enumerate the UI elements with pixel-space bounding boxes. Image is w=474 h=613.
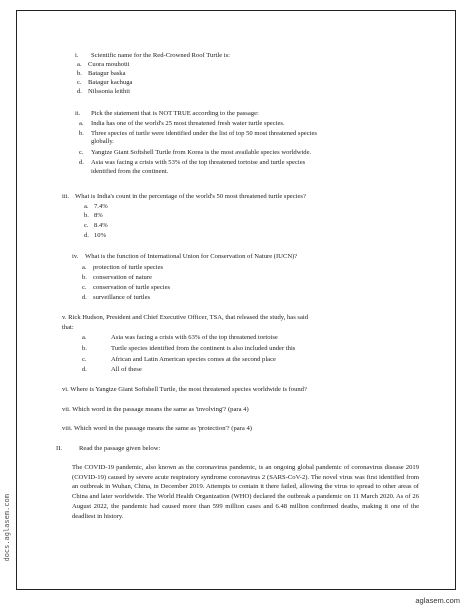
option-label: c. xyxy=(82,356,87,363)
option-label: b. xyxy=(82,345,87,352)
option-label: a. xyxy=(84,203,89,210)
option-label: b. xyxy=(82,274,87,281)
option-text: conservation of turtle species xyxy=(93,284,171,291)
option-text-continued: globally. xyxy=(91,138,114,145)
option-label: b. xyxy=(77,70,82,77)
option-label: c. xyxy=(77,79,82,86)
question-stem: What is the function of International Union for Conservation of Nature (IUCN)? xyxy=(85,253,298,260)
question-number: iv. xyxy=(72,253,79,260)
option-label: d. xyxy=(82,366,87,373)
question-8: viii. Which word in the passage means the same as 'protection'? (para 4) xyxy=(62,425,252,432)
option-text: protection of turtle species xyxy=(93,264,164,271)
question-stem: v. Rick Hudson, President and Chief Executive Officer, TSA, that released the study, has said xyxy=(62,314,309,321)
question-stem: Pick the statement that is NOT TRUE according to the passage: xyxy=(91,110,259,117)
question-stem-continued: that: xyxy=(62,324,74,331)
question-stem: What is India's count in the percentage of the world's 50 most threatened turtle species? xyxy=(75,193,306,200)
option-label: a. xyxy=(82,334,87,341)
question-stem: Scientific name for the Red-Crowned Roof Turtle is: xyxy=(91,52,230,59)
option-label: a. xyxy=(77,61,82,68)
option-text: African and Latin American species comes at the second place xyxy=(111,356,276,363)
option-label: d. xyxy=(77,88,82,95)
passage-text: The COVID-19 pandemic, also known as the coronavirus pandemic, is an ongoing global pandemic of coronavirus disease 2019 (COVID-19) caused by severe acute respiratory syndrome coronavirus 2 (SARS-CoV-2). The novel virus was first identified from an outbreak in Wuhan, China, in December 2019. Attempts to contain it there failed, allowing the virus to spread to other areas of China and later worldwide. The World Health Organization (WHO) declared the outbreak a pandemic on 11 March 2020. As of 26 August 2022, the pandemic had caused more than 599 million cases and 6.48 million confirmed deaths, making it one of the deadliest in history. xyxy=(72,464,419,520)
question-number: ii. xyxy=(75,110,81,117)
option-label: c. xyxy=(82,284,87,291)
option-text: Three species of turtle were identified under the list of top 50 most threatened species xyxy=(91,130,317,137)
option-text: surveillance of turtles xyxy=(93,294,151,301)
option-text: Yangtze Giant Softshell Turtle from Korea is the most available species worldwide. xyxy=(91,149,312,156)
option-label: c. xyxy=(79,149,84,156)
option-label: b. xyxy=(79,130,84,137)
option-text: Batagur baska xyxy=(88,70,126,77)
question-number: i. xyxy=(75,52,79,59)
question-6: vi. Where is Yangtze Giant Softshell Turtle, the most threatened species worldwide is found? xyxy=(62,386,307,393)
option-text: Turtle species identified from the continent is also included under this xyxy=(111,345,296,352)
option-text: 8.4% xyxy=(94,222,108,229)
option-text: Asia was facing a crisis with 63% of the top threatened tortoise xyxy=(111,334,278,341)
option-text: conservation of nature xyxy=(93,274,152,281)
option-text: Batagur kachuga xyxy=(88,79,133,86)
option-text: Asia was facing a crisis with 53% of the top threatened tortoise and turtle species xyxy=(91,159,306,166)
section-instruction: Read the passage given below: xyxy=(79,445,161,452)
option-text: India has one of the world's 25 most threatened fresh water turtle species. xyxy=(91,120,285,127)
option-text: Nilssonia leithii xyxy=(88,88,130,95)
option-label: d. xyxy=(82,294,87,301)
option-label: a. xyxy=(79,120,84,127)
question-number: iii. xyxy=(62,193,70,200)
option-label: d. xyxy=(79,159,84,166)
option-label: d. xyxy=(84,232,89,239)
option-text: All of these xyxy=(111,366,142,373)
option-text: 7.4% xyxy=(94,203,108,210)
option-label: c. xyxy=(84,222,89,229)
section-number: II. xyxy=(56,445,63,452)
option-text: 10% xyxy=(94,232,107,239)
option-text-continued: identified from the continent. xyxy=(91,168,169,175)
option-label: a. xyxy=(82,264,87,271)
side-watermark xyxy=(2,470,14,585)
option-text: 8% xyxy=(94,212,103,219)
option-label: b. xyxy=(84,212,89,219)
question-7: vii. Which word in the passage means the same as 'involving'? (para 4) xyxy=(62,406,249,413)
option-text: Cuora mouhotii xyxy=(88,61,130,68)
side-watermark-text: docs.aglasem.com xyxy=(3,493,12,562)
footer-url[interactable]: aglasem.com xyxy=(415,596,460,605)
